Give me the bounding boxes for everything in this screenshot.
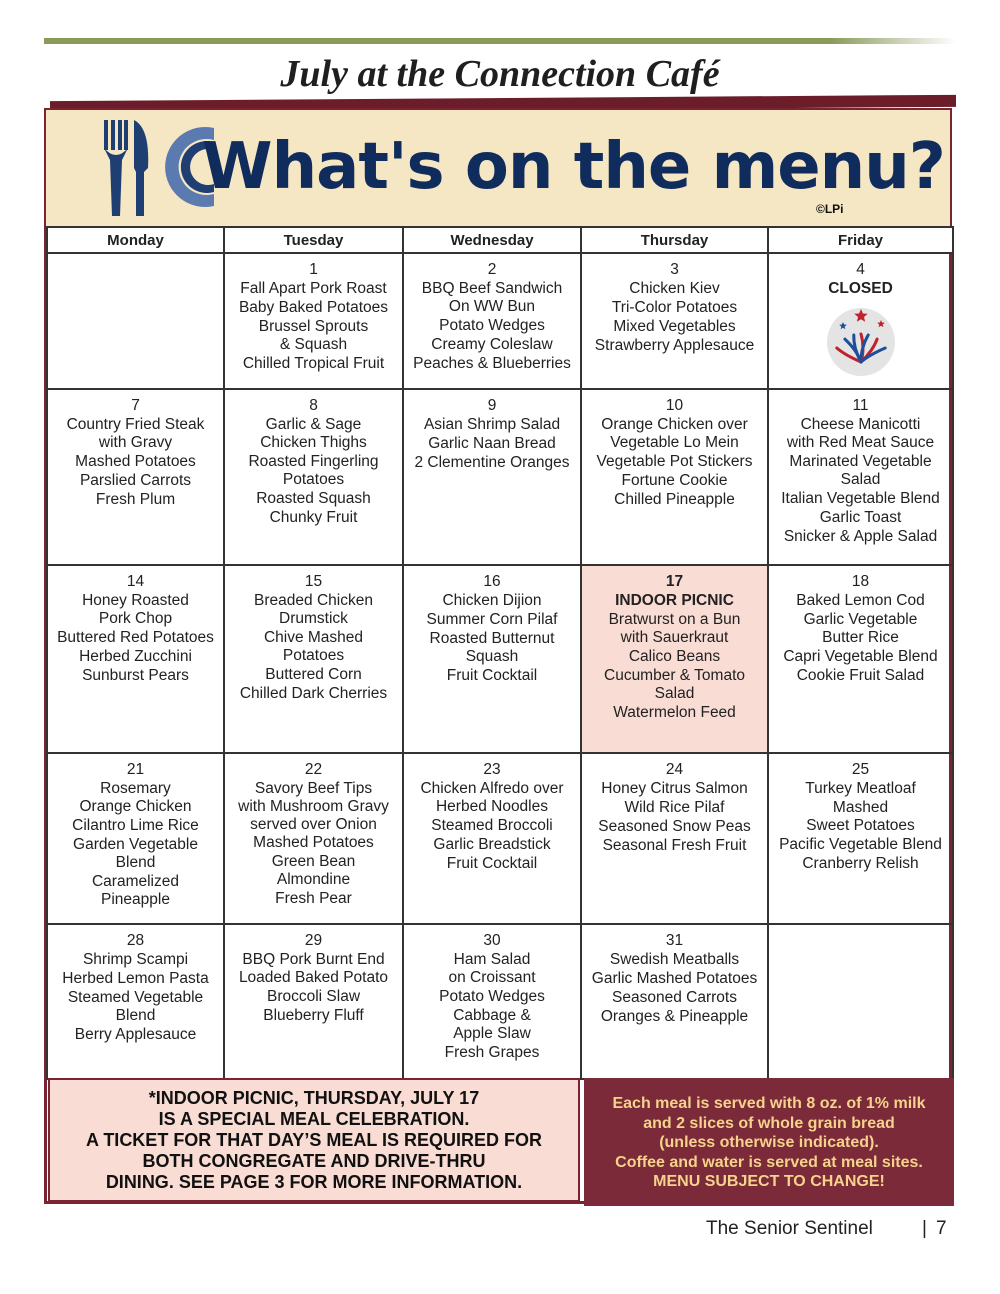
menu-calendar — [46, 226, 954, 1080]
menu-item: Garlic Vegetable Butter Rice — [803, 611, 918, 646]
menu-item: Broccoli Slaw — [266, 988, 361, 1005]
menu-item: Potato Wedges — [439, 317, 545, 334]
day-cell — [403, 924, 581, 1079]
menu-item: Italian Vegetable Blend — [781, 490, 940, 507]
week-row — [47, 565, 953, 753]
menu-item: Herbed Zucchini — [79, 648, 192, 665]
menu-item: Cucumber & Tomato Salad — [604, 667, 745, 702]
banner-title: What's on the menu? — [202, 130, 945, 204]
day-number: 4 — [856, 261, 865, 278]
menu-item: Chilled Dark Cherries — [239, 685, 388, 702]
notice-line: Coffee and water is served at meal sites. — [615, 1153, 923, 1171]
menu-item: Roasted Fingerling Potatoes — [248, 453, 379, 488]
menu-item: Chunky Fruit — [269, 509, 358, 526]
day-cell — [403, 253, 581, 389]
day-cell — [768, 389, 953, 565]
day-cell — [403, 389, 581, 565]
menu-item: Buttered Corn — [265, 666, 362, 683]
day-cell — [581, 389, 768, 565]
menu-item: Cookie Fruit Salad — [796, 667, 925, 684]
menu-item: Wild Rice Pilaf — [624, 799, 725, 816]
day-cell — [768, 753, 953, 924]
menu-item: Honey Citrus Salmon — [601, 780, 748, 797]
menu-item: Chilled Tropical Fruit — [242, 355, 385, 372]
menu-item: Fresh Grapes — [444, 1044, 540, 1061]
page-number: 7 — [936, 1218, 947, 1239]
menu-item: Vegetable Pot Stickers — [596, 453, 753, 470]
menu-item: Garlic Toast — [819, 509, 902, 526]
fireworks-icon — [823, 306, 899, 378]
day-cell — [581, 924, 768, 1079]
menu-item: Brussel Sprouts & Squash — [258, 318, 369, 353]
notice-line: Each meal is served with 8 oz. of 1% milk — [612, 1095, 926, 1112]
day-number: 28 — [126, 932, 145, 949]
day-cell — [224, 253, 403, 389]
menu-item: Marinated Vegetable Salad — [789, 453, 932, 488]
menu-item: Turkey Meatloaf — [805, 780, 916, 797]
day-number: 23 — [483, 761, 501, 778]
week-row — [47, 924, 953, 1079]
day-number: 17 — [665, 573, 684, 590]
day-number: 22 — [304, 761, 323, 778]
notice-line: MENU SUBJECT TO CHANGE! — [653, 1173, 885, 1190]
day-number: 11 — [852, 397, 869, 414]
menu-item: Seasoned Carrots — [612, 989, 737, 1006]
menu-item: Garlic Breadstick — [433, 836, 551, 853]
menu-item: Snicker & Apple Salad — [783, 528, 938, 545]
day-number: 29 — [304, 932, 323, 949]
menu-item: Baked Lemon Cod — [796, 592, 925, 609]
menu-item: Calico Beans — [628, 648, 721, 665]
day-number: 21 — [126, 761, 145, 778]
day-cell — [224, 565, 403, 753]
notice-line: IS A SPECIAL MEAL CELEBRATION. — [158, 1109, 470, 1129]
day-cell — [224, 753, 403, 924]
publication-name: The Senior Sentinel — [706, 1218, 873, 1239]
weekday-header: Monday — [47, 227, 224, 253]
menu-item: BBQ Pork Burnt End Loaded Baked Potato — [238, 951, 389, 986]
menu-item: Baby Baked Potatoes — [238, 299, 389, 316]
menu-item: Blueberry Fluff — [263, 1007, 364, 1024]
menu-item: Roasted Butternut Squash — [429, 630, 555, 665]
day-number: 8 — [309, 397, 318, 414]
day-number: 7 — [131, 397, 140, 414]
menu-item: Garden Vegetable Blend — [73, 836, 198, 871]
day-number: 15 — [304, 573, 323, 590]
menu-item: Summer Corn Pilaf — [426, 611, 558, 628]
menu-item: Sunburst Pears — [82, 667, 189, 684]
menu-item: Mixed Vegetables — [613, 318, 736, 335]
notice-line: and 2 slices of whole grain bread — [643, 1114, 895, 1132]
menu-item: Fruit Cocktail — [446, 855, 538, 872]
menu-item: Chicken Alfredo over Herbed Noodles — [420, 780, 564, 815]
menu-item: Strawberry Applesauce — [594, 337, 755, 354]
week-row — [47, 253, 953, 389]
menu-item: Fruit Cocktail — [446, 667, 538, 684]
menu-item: Cheese Manicotti with Red Meat Sauce — [786, 416, 935, 451]
menu-item: Bratwurst on a Bun with Sauerkraut — [608, 611, 741, 646]
menu-item: Mashed Sweet Potatoes — [806, 799, 915, 834]
menu-item: Steamed Vegetable Blend — [67, 989, 204, 1024]
menu-item: Garlic Naan Bread — [428, 435, 556, 452]
menu-item: Orange Chicken over Vegetable Lo Mein — [601, 416, 748, 451]
menu-item: Honey Roasted Pork Chop — [82, 592, 189, 627]
menu-item: Steamed Broccoli — [431, 817, 553, 834]
notice-line: BOTH CONGREGATE AND DRIVE-THRU — [142, 1151, 486, 1171]
menu-item: Herbed Lemon Pasta — [62, 970, 209, 987]
day-cell — [224, 924, 403, 1079]
notice-line: DINING. SEE PAGE 3 FOR MORE INFORMATION. — [105, 1172, 523, 1192]
notice-line: (unless otherwise indicated). — [659, 1134, 879, 1151]
day-number: 16 — [483, 573, 501, 590]
day-number: 24 — [665, 761, 684, 778]
day-number: 1 — [309, 261, 318, 278]
day-cell — [581, 753, 768, 924]
menu-item: Roasted Squash — [256, 490, 371, 507]
menu-item: Fortune Cookie — [621, 472, 728, 489]
menu-item: Savory Beef Tips with Mushroom Gravy served over Onion Mashed Potatoes — [238, 780, 389, 851]
menu-item: Watermelon Feed — [613, 704, 736, 721]
menu-item: Asian Shrimp Salad — [423, 416, 561, 433]
day-cell — [581, 565, 768, 753]
menu-item: Chicken Dijion — [442, 592, 542, 609]
menu-item: Pacific Vegetable Blend — [779, 836, 942, 853]
menu-item: Garlic Mashed Potatoes — [591, 970, 758, 987]
menu-item: Chive Mashed Potatoes — [263, 629, 364, 664]
menu-item: Cranberry Relish — [802, 855, 919, 872]
day-cell — [581, 253, 768, 389]
meal-info-notice — [584, 1078, 954, 1206]
notice-line: A TICKET FOR THAT DAY’S MEAL IS REQUIRED FOR — [85, 1130, 543, 1150]
day-cell — [768, 565, 953, 753]
day-number: 2 — [487, 261, 497, 278]
menu-item: Cabbage & Apple Slaw — [453, 1007, 531, 1042]
day-cell — [47, 924, 224, 1079]
menu-item: Rosemary Orange Chicken — [79, 780, 192, 815]
menu-item: Berry Applesauce — [74, 1026, 197, 1043]
menu-item: Shrimp Scampi — [82, 951, 189, 968]
menu-item: Tri-Color Potatoes — [611, 299, 738, 316]
top-rule-fade — [830, 38, 956, 44]
weekday-header-row — [47, 227, 953, 253]
empty-day-cell — [47, 253, 224, 389]
menu-item: Seasoned Snow Peas — [598, 818, 751, 835]
day-cell — [47, 753, 224, 924]
menu-item: Caramelized Pineapple — [91, 873, 179, 908]
day-number: 25 — [851, 761, 870, 778]
day-number: 3 — [670, 261, 679, 278]
menu-item: Creamy Coleslaw — [431, 336, 553, 353]
menu-item: Capri Vegetable Blend — [783, 648, 938, 665]
menu-item: Peaches & Blueberries — [413, 355, 571, 372]
menu-item: Parslied Carrots — [79, 472, 192, 489]
page-title: July at the Connection Café — [280, 53, 720, 95]
weekday-header: Thursday — [581, 227, 768, 253]
day-cell — [768, 253, 953, 389]
menu-item: BBQ Beef Sandwich On WW Bun — [421, 280, 563, 315]
day-number: 31 — [665, 932, 684, 949]
day-number: 10 — [665, 397, 684, 414]
day-number: 18 — [851, 573, 870, 590]
day-status: INDOOR PICNIC — [615, 592, 734, 609]
menu-item: Breaded Chicken Drumstick — [254, 592, 373, 627]
footer-separator: | — [922, 1218, 927, 1239]
menu-item: Oranges & Pineapple — [600, 1008, 749, 1025]
day-cell — [403, 565, 581, 753]
menu-item: Country Fried Steak with Gravy — [66, 416, 205, 451]
day-status: CLOSED — [828, 280, 893, 297]
menu-item: Fresh Pear — [275, 890, 352, 907]
menu-item: Seasonal Fresh Fruit — [602, 837, 747, 854]
day-cell — [47, 565, 224, 753]
fork-icon — [102, 118, 130, 218]
weekday-header: Tuesday — [224, 227, 403, 253]
day-cell — [224, 389, 403, 565]
menu-item: Swedish Meatballs — [609, 951, 740, 968]
menu-item: Green Bean Almondine — [271, 853, 356, 888]
menu-item: Ham Salad on Croissant — [448, 951, 536, 986]
menu-item: 2 Clementine Oranges — [414, 454, 570, 471]
picnic-notice — [48, 1078, 580, 1202]
menu-item: Cilantro Lime Rice — [72, 817, 199, 834]
weekday-header: Friday — [768, 227, 953, 253]
banner-credit: ©LPi — [816, 202, 844, 216]
menu-item: Chicken Kiev — [629, 280, 720, 297]
day-cell — [403, 753, 581, 924]
menu-item: Garlic & Sage Chicken Thighs — [260, 416, 367, 451]
day-number: 14 — [126, 573, 145, 590]
menu-item: Buttered Red Potatoes — [57, 629, 214, 646]
menu-item: Chilled Pineapple — [614, 491, 735, 508]
day-cell — [47, 389, 224, 565]
day-number: 30 — [483, 932, 501, 949]
menu-item: Mashed Potatoes — [75, 453, 196, 470]
top-rule — [44, 38, 956, 44]
weekday-header: Wednesday — [403, 227, 581, 253]
empty-day-cell — [768, 924, 953, 1079]
week-row — [47, 753, 953, 924]
menu-item: Potato Wedges — [439, 988, 545, 1005]
menu-item: Fall Apart Pork Roast — [240, 280, 387, 297]
notice-line: *INDOOR PICNIC, THURSDAY, JULY 17 — [148, 1088, 480, 1108]
menu-item: Fresh Plum — [95, 491, 176, 508]
day-number: 9 — [487, 397, 497, 414]
week-row — [47, 389, 953, 565]
